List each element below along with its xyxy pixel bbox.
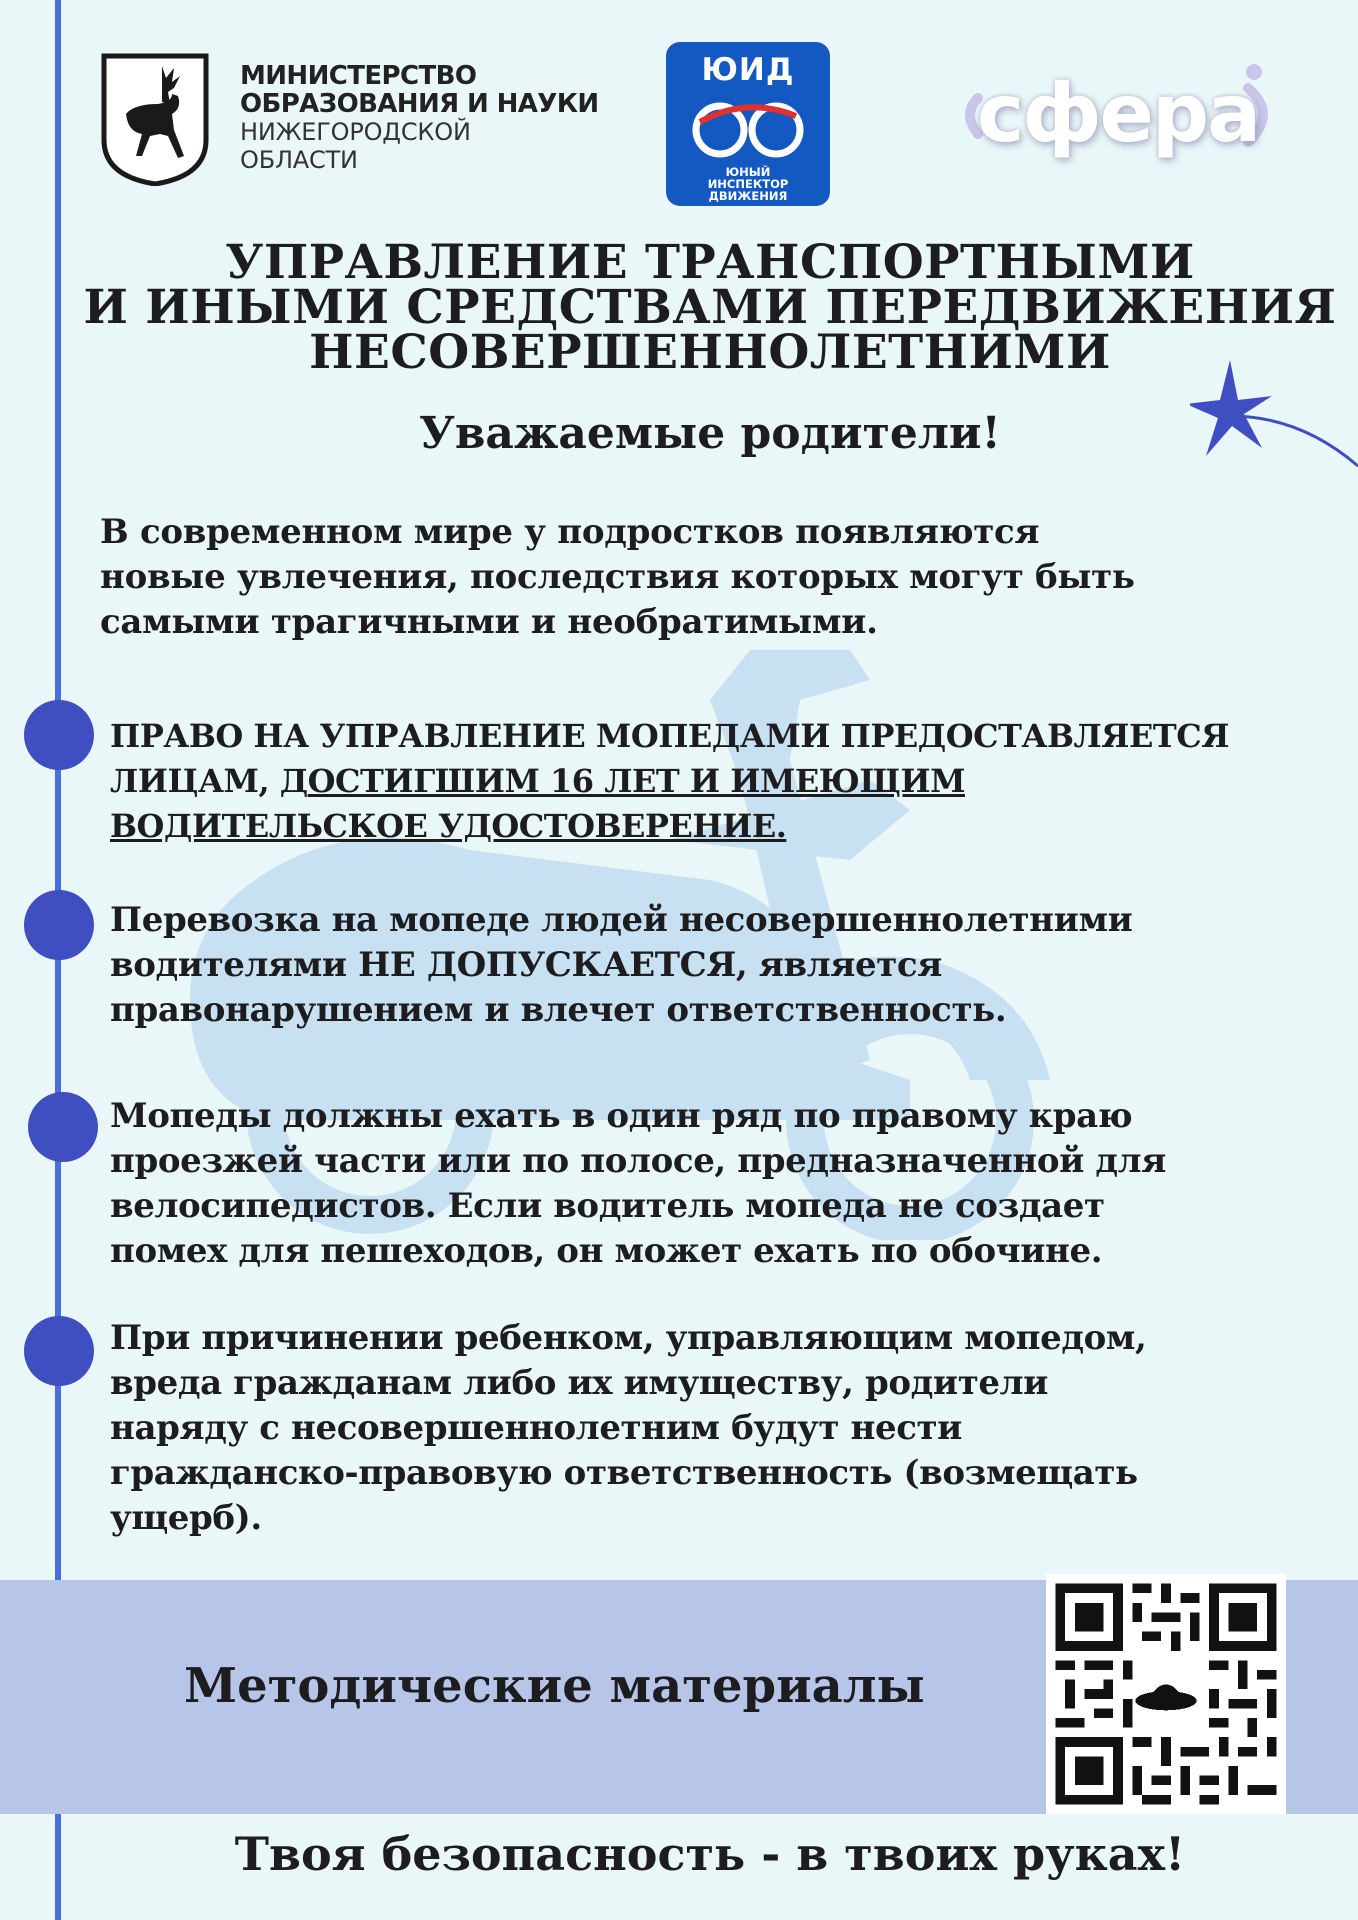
title-line-1: УПРАВЛЕНИЕ ТРАНСПОРТНЫМИ	[225, 235, 1195, 290]
intro-line-3: самыми трагичными и необратимыми.	[100, 602, 878, 642]
deer-coat-of-arms-icon	[98, 52, 212, 186]
title-line-2: И ИНЫМИ СРЕДСТВАМИ ПЕРЕДВИЖЕНИЯ	[83, 280, 1337, 335]
methodical-materials-label: Методические материалы	[184, 1658, 925, 1714]
rule-item-passengers	[110, 898, 1350, 1033]
bullet-dot	[24, 1316, 94, 1386]
yuid-logo-title: ЮИД	[701, 52, 795, 88]
rule-item-liability	[110, 1316, 1350, 1541]
page-title	[80, 235, 1340, 380]
rule-line: наряду с несовершеннолетним будут нести	[110, 1408, 962, 1448]
yuid-logo-subtitle	[666, 166, 830, 202]
rule-line: гражданско-правовую ответственность (возмещать	[110, 1453, 1138, 1493]
intro-paragraph	[100, 510, 1320, 645]
rule-line: ВОДИТЕЛЬСКОЕ УДОСТОВЕРЕНИЕ.	[110, 807, 787, 845]
rule-line: ущерб).	[110, 1498, 262, 1538]
yuid-logo	[666, 42, 830, 206]
bullet-dot	[28, 1092, 98, 1162]
rule-line: вреда гражданам либо их имуществу, родители	[110, 1363, 1049, 1403]
rule-line: При причинении ребенком, управляющим мопедом,	[110, 1318, 1147, 1358]
ministry-line-4: ОБЛАСТИ	[240, 146, 358, 174]
yuid-sub-2: ИНСПЕКТОР	[707, 177, 789, 191]
rule-line: проезжей части или по полосе, предназначенной для	[110, 1141, 1166, 1181]
rule-line: ПРАВО НА УПРАВЛЕНИЕ МОПЕДАМИ ПРЕДОСТАВЛЯЕТСЯ	[110, 717, 1229, 755]
ministry-name	[240, 62, 620, 174]
intro-line-1: В современном мире у подростков появляются	[100, 512, 1040, 552]
rule-item-road-position	[110, 1094, 1350, 1274]
bullet-dot	[24, 700, 94, 770]
rule-text-plain: ЛИЦАМ, Д	[110, 762, 308, 800]
yuid-sub-3: ДВИЖЕНИЯ	[708, 189, 788, 203]
safety-slogan: Твоя безопасность - в твоих руках!	[234, 1827, 1186, 1881]
title-line-3: НЕСОВЕРШЕННОЛЕТНИМИ	[309, 325, 1111, 380]
ministry-line-1: МИНИСТЕРСТВО	[240, 61, 477, 91]
yuid-sub-1: ЮНЫЙ	[725, 165, 771, 179]
rule-item-license	[110, 714, 1350, 849]
ministry-line-2: ОБРАЗОВАНИЯ И НАУКИ	[240, 89, 599, 119]
greeting-heading: Уважаемые родители!	[419, 408, 1001, 459]
rule-line: помех для пешеходов, он может ехать по обочине.	[110, 1231, 1103, 1271]
yuid-infinity-icon	[686, 92, 810, 162]
rule-text-underlined: ОСТИГШИМ 16 ЛЕТ И ИМЕЮЩИМ	[307, 762, 965, 800]
rule-line: Перевозка на мопеде людей несовершеннолетними	[110, 900, 1133, 940]
rule-line	[110, 759, 1350, 804]
rule-line: велосипедистов. Если водитель мопеда не создает	[110, 1186, 1105, 1226]
intro-line-2: новые увлечения, последствия которых могут быть	[100, 557, 1135, 597]
bullet-dot	[24, 890, 94, 960]
ministry-line-3: НИЖЕГОРОДСКОЙ	[240, 118, 471, 146]
sfera-logo: сфера	[976, 67, 1260, 160]
rule-line: Мопеды должны ехать в один ряд по правому краю	[110, 1096, 1133, 1136]
rule-line: водителями НЕ ДОПУСКАЕТСЯ, является	[110, 945, 942, 985]
rule-line: правонарушением и влечет ответственность.	[110, 990, 1007, 1030]
qr-code-icon[interactable]	[1046, 1574, 1286, 1814]
